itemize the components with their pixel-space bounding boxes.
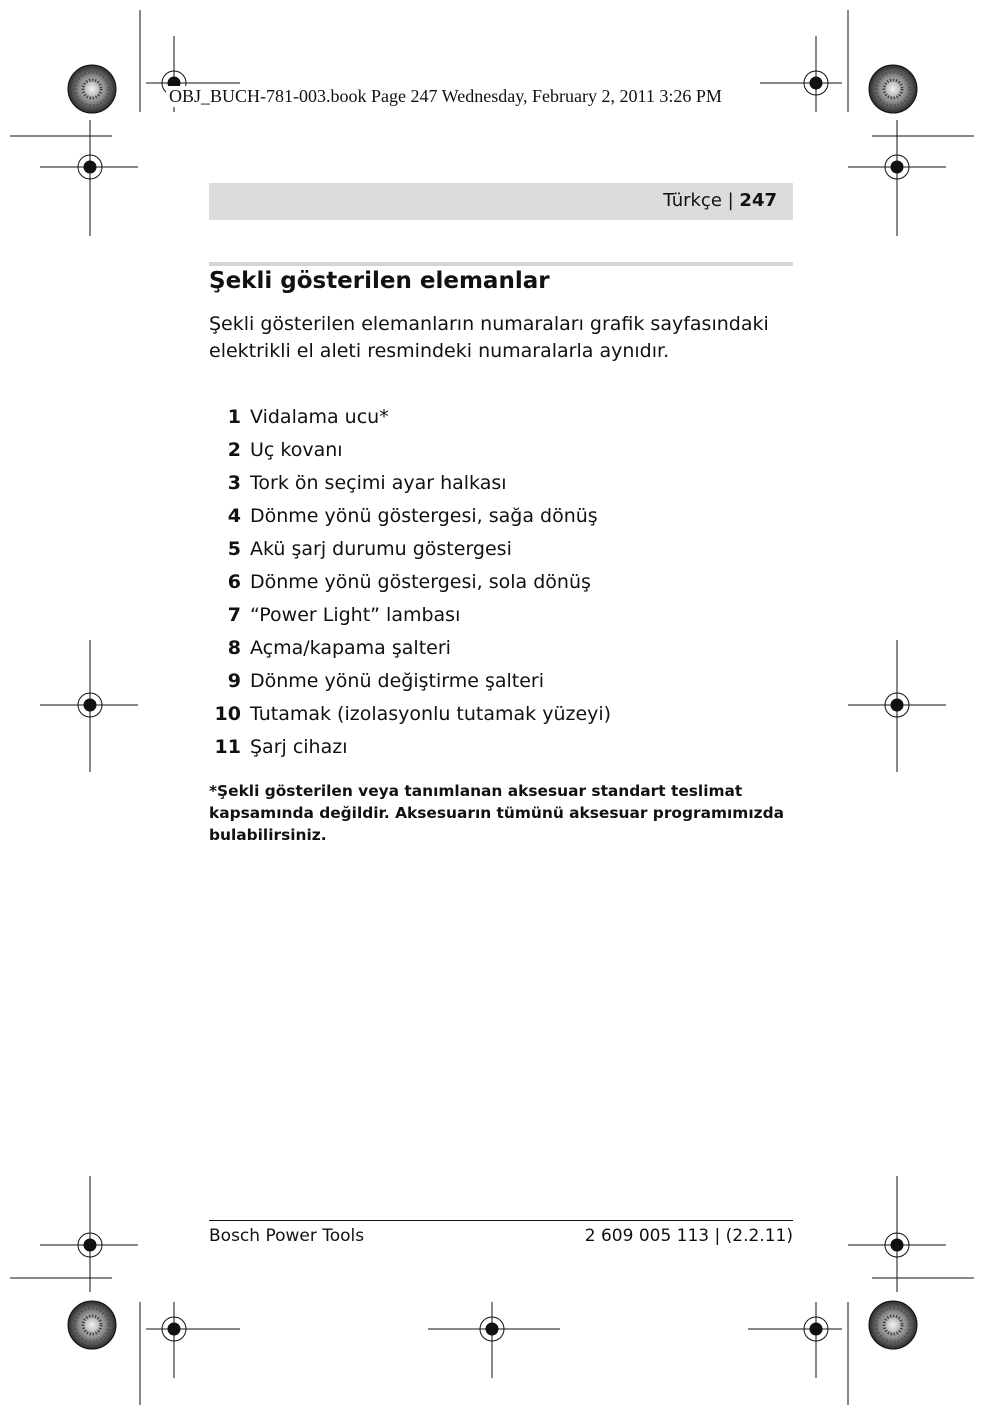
registration-crosshair-icon (428, 1302, 560, 1378)
registration-crosshair-icon (146, 1302, 240, 1378)
list-item (209, 731, 793, 764)
registration-crosshair-icon (40, 120, 138, 236)
item-text: Şarj cihazı (250, 736, 348, 758)
item-text: Açma/kapama şalteri (250, 637, 451, 659)
item-text: Tutamak (izolasyonlu tutamak yüzeyi) (250, 703, 612, 725)
registration-rosette-icon (68, 1301, 116, 1349)
item-text: Uç kovanı (250, 439, 343, 461)
accessory-footnote: *Şekli gösterilen veya tanımlanan aksesuar standart teslimat kapsamında değildir. Aksesuarın tümünü aksesuar programımızda bulabilirsiniz. (209, 782, 784, 844)
item-text: Akü şarj durumu göstergesi (250, 538, 512, 560)
item-text: Dönme yönü göstergesi, sola dönüş (250, 571, 591, 593)
registration-crosshair-icon (760, 36, 842, 112)
list-item (209, 632, 793, 665)
list-item (209, 599, 793, 632)
item-number: 6 (227, 571, 241, 593)
list-item (209, 665, 793, 698)
item-text: Dönme yönü değiştirme şalteri (250, 670, 545, 692)
registration-rosette-icon (869, 65, 917, 113)
item-text: Vidalama ucu* (250, 406, 389, 428)
list-item (209, 533, 793, 566)
item-text: Dönme yönü göstergesi, sağa dönüş (250, 505, 598, 527)
item-number: 5 (227, 538, 241, 560)
item-number: 8 (227, 637, 241, 659)
list-item (209, 566, 793, 599)
registration-rosette-icon (869, 1301, 917, 1349)
item-text: Tork ön seçimi ayar halkası (250, 472, 507, 494)
item-number: 11 (214, 736, 241, 758)
section-intro: Şekli gösterilen elemanların numaraları grafik sayfasındaki elektrikli el aleti resmindeki numaralarla aynıdır. (209, 313, 769, 362)
parts-list (209, 401, 793, 764)
item-text: “Power Light” lambası (250, 604, 461, 626)
registration-crosshair-icon (848, 120, 946, 236)
footer-brand: Bosch Power Tools (209, 1226, 365, 1246)
item-number: 4 (227, 505, 241, 527)
item-number: 9 (227, 670, 241, 692)
footer-rule (209, 1220, 793, 1221)
section-title: Şekli gösterilen elemanlar (209, 268, 550, 294)
list-item (209, 698, 793, 731)
item-number: 7 (227, 604, 241, 626)
list-item (209, 401, 793, 434)
registration-crosshair-icon (40, 640, 138, 772)
header-language: Türkçe | (663, 190, 740, 211)
footer-doc-number: 2 609 005 113 | (2.2.11) (584, 1226, 793, 1246)
item-number: 10 (214, 703, 241, 725)
page-header-band (209, 183, 793, 220)
item-number: 3 (227, 472, 241, 494)
registration-crosshair-icon (848, 640, 946, 772)
list-item (209, 434, 793, 467)
section-rule (209, 262, 793, 266)
list-item (209, 500, 793, 533)
item-number: 1 (227, 406, 241, 428)
registration-crosshair-icon (40, 1176, 138, 1292)
page-header (663, 190, 777, 211)
item-number: 2 (227, 439, 241, 461)
registration-rosette-icon (68, 65, 116, 113)
list-item (209, 467, 793, 500)
registration-crosshair-icon (848, 1176, 946, 1292)
print-slug: OBJ_BUCH-781-003.book Page 247 Wednesday, February 2, 2011 3:26 PM (166, 86, 725, 107)
page-number: 247 (739, 190, 777, 211)
registration-crosshair-icon (748, 1302, 842, 1378)
